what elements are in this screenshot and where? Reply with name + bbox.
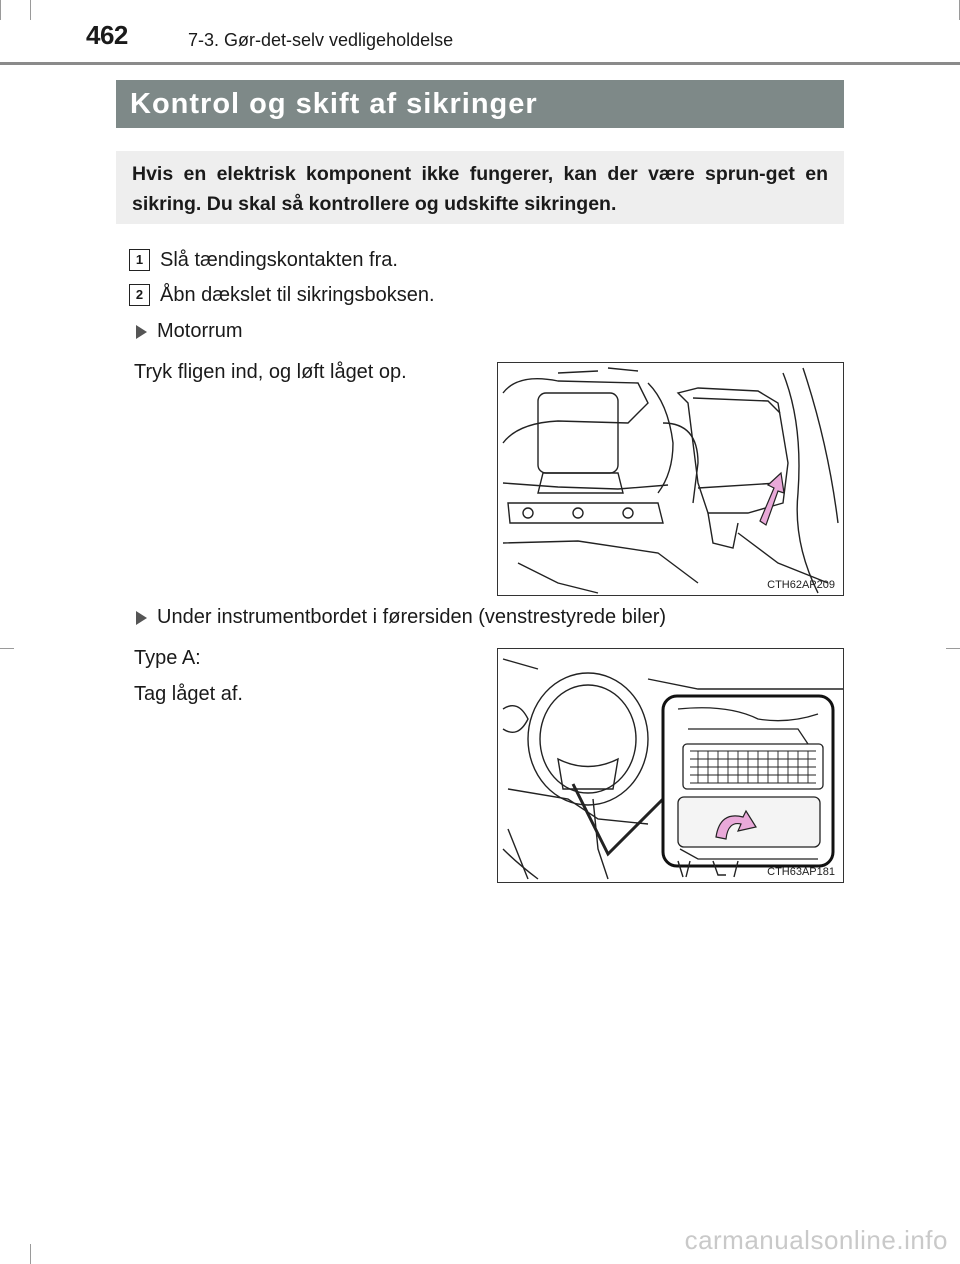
page-number: 462 [86,20,128,50]
dashboard-illustration [498,649,844,883]
figure-code: CTH62AP209 [767,579,835,591]
subsection-heading-label: Motorrum [157,320,243,342]
dashboard-fuse-box-figure [497,648,844,883]
triangle-bullet-icon [136,611,147,625]
crop-mark [30,1244,31,1264]
instruction-text: Tag låget af. [134,683,243,705]
instruction-text: Tryk fligen ind, og løft låget op. [134,361,407,383]
crop-mark [946,648,960,649]
step-text: Åbn dækslet til sikringsboksen. [160,284,435,306]
intro-box: Hvis en elektrisk komponent ikke fungerer, kan der være sprun-get en sikring. Du skal så kontrollere og udskifte sikringen. [116,151,844,224]
header-divider [0,62,960,65]
crop-mark [0,648,14,649]
figure-code: CTH63AP181 [767,866,835,878]
watermark: carmanualsonline.info [684,1225,948,1255]
engine-fuse-box-figure [497,362,844,596]
step-text: Slå tændingskontakten fra. [160,249,398,271]
subsection-heading [136,606,666,629]
triangle-bullet-icon [136,325,147,339]
engine-bay-illustration [498,363,844,596]
step-number-badge: 1 [129,249,150,271]
chapter-title: 7-3. Gør-det-selv vedligeholdelse [188,30,454,50]
section-title: Kontrol og skift af sikringer [116,80,844,128]
type-label: Type A: [134,647,201,669]
crop-mark [0,0,1,20]
subsection-heading-label: Under instrumentbordet i førersiden (venstrestyrede biler) [157,606,667,628]
crop-mark [30,0,31,20]
subsection-heading [136,320,243,343]
step-number-badge: 2 [129,284,150,306]
